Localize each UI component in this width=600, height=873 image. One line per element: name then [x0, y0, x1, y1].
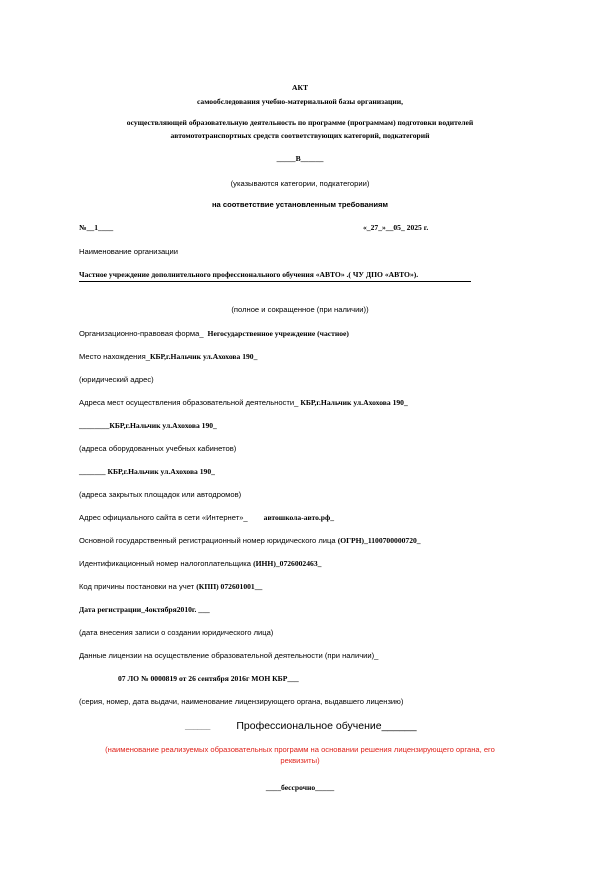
inn-value: (ИНН)_0726002463_ — [253, 559, 322, 568]
validity: ____бессрочно_____ — [265, 783, 335, 792]
program-hint-line-1: (наименование реализуемых образовательных программ на основании решения лицензирующего органа, его — [105, 745, 495, 754]
kpp-label: Код причины постановки на учет — [79, 582, 197, 591]
program-hint-line-2: реквизиты) — [280, 756, 320, 765]
registration-date: Дата регистрации_4октября2010г. ___ — [79, 605, 210, 614]
document-subtitle-3: автомототранспортных средств соответствующих категорий, подкатегорий — [170, 131, 430, 140]
legal-form-label: Организационно-правовая форма_ — [79, 329, 204, 338]
act-date: «_27_»__05_ 2025 г. — [363, 223, 429, 232]
kpp-value: (КПП) 072601001__ — [196, 582, 263, 591]
inn-row — [79, 559, 321, 569]
location-value: КБР,г.Нальчик ул.Ахохова 190_ — [149, 352, 258, 361]
category-hint: (указываются категории, подкатегории) — [230, 179, 370, 188]
document-subtitle-1: самообследования учебно-материальной базы организации, — [196, 97, 404, 106]
license-hint: (серия, номер, дата выдачи, наименование лицензирующего органа, выдавшего лицензию) — [79, 697, 404, 706]
compliance-line: на соответствие установленным требованиям — [211, 200, 389, 209]
org-name-underline — [79, 281, 471, 282]
category-value: _____В______ — [276, 154, 324, 163]
legal-form-value: Негосударственное учреждение (частное) — [207, 329, 349, 338]
activity-address-value: КБР,г.Нальчик ул.Ахохова 190_ — [300, 398, 408, 407]
document-subtitle-2: осуществляющей образовательную деятельность по программе (программам) подготовки водителей — [126, 118, 474, 127]
org-name-label: Наименование организации — [79, 247, 178, 256]
document-title: АКТ — [291, 83, 309, 92]
activity-address-row — [79, 398, 408, 408]
program-value: Профессиональное обучение______ — [236, 720, 417, 732]
license-value: 07 ЛО № 0000819 от 26 сентября 2016г МОН КБР___ — [118, 674, 299, 683]
grounds-address: _______ КБР,г.Нальчик ул.Ахохова 190_ — [79, 467, 215, 476]
org-name-hint: (полное и сокращенное (при наличии)) — [231, 305, 369, 314]
grounds-hint: (адреса закрытых площадок или автодромов) — [79, 490, 242, 499]
website-row — [79, 513, 334, 523]
act-number: №__1____ — [79, 223, 114, 232]
legal-form-row — [79, 329, 349, 339]
program-row — [185, 720, 417, 733]
inn-label: Идентификационный номер налогоплательщика — [79, 559, 254, 568]
classroom-address: ________КБР,г.Нальчик ул.Ахохова 190_ — [79, 421, 217, 430]
ogrn-row — [79, 536, 421, 546]
classroom-hint: (адреса оборудованных учебных кабинетов) — [79, 444, 237, 453]
website-label: Адрес официального сайта в сети «Интернет»_ — [79, 513, 248, 522]
location-hint: (юридический адрес) — [79, 375, 154, 384]
ogrn-value: (ОГРН)_1100700000720_ — [337, 536, 421, 545]
location-row — [79, 352, 257, 362]
license-label: Данные лицензии на осуществление образовательной деятельности (при наличии)_ — [79, 651, 379, 660]
program-prefix: ______ — [185, 722, 211, 731]
activity-address-label: Адреса мест осуществления образовательной деятельности_ — [79, 398, 299, 407]
ogrn-label: Основной государственный регистрационный номер юридического лица — [79, 536, 338, 545]
registration-date-hint: (дата внесения записи о создании юридического лица) — [79, 628, 274, 637]
kpp-row — [79, 582, 262, 592]
org-name: Частное учреждение дополнительного профессионального обучения «АВТО» .( ЧУ ДПО «АВТО»). — [79, 270, 419, 279]
location-label: Место нахождения_ — [79, 352, 150, 361]
website-value: автошкола-авто.рф_ — [263, 513, 335, 522]
